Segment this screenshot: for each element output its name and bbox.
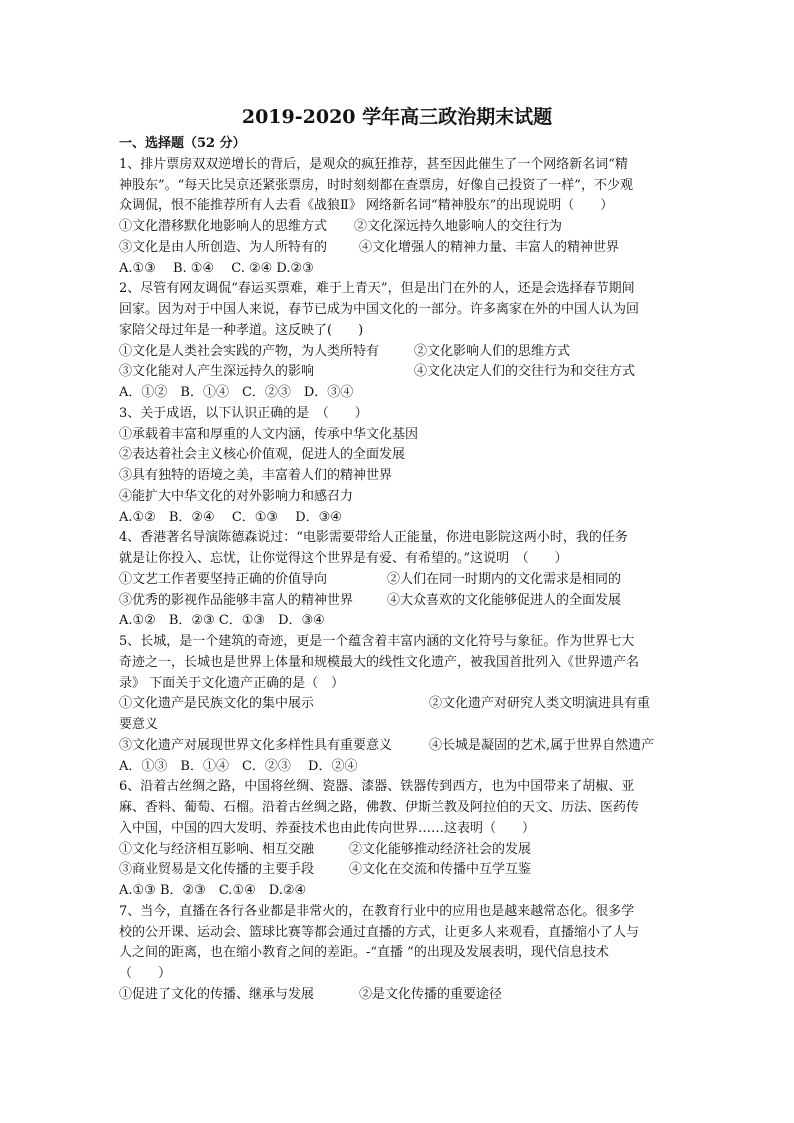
q2-stem-line: 2、尽管有网友调侃“春运买票难，难于上青天”，但是出门在外的人，还是会选择春节期间 (119, 281, 635, 297)
q2-option-4: ④文化决定人们的交往行为和交往方式 (414, 364, 636, 380)
q6-options-row (119, 860, 679, 881)
q2-stem-line: 家陪父母过年是一种孝道。这反映了( ) (119, 322, 364, 338)
q7-options-row (119, 985, 679, 1006)
q3-option-2: ②表达着社会主义核心价值观，促进人的全面发展 (119, 447, 406, 463)
q5-option-4: ④长城是凝固的艺术,属于世界自然遗产 (429, 737, 655, 753)
q7-stem-line: （ ） (119, 966, 172, 981)
q5-option-3: ③文化遗产对展现世界文化多样性具有重要意义 (119, 737, 393, 753)
q1-stem-line: 众调侃，恨不能推荐所有人去看《战狼Ⅱ》 网络新名词“精神股东”的出现说明（ ） (119, 198, 614, 214)
q6-option-1: ①文化与经济相互影响、相互交融 (119, 841, 315, 857)
q7-stem-line: 人之间的距离，也在缩小教育之间的差距。-“直播 ”的出现及发展表明，现代信息技术 (119, 945, 609, 961)
q3-option-3: ③具有独特的语境之美，丰富着人们的精神世界 (119, 468, 393, 483)
q2-options-row (119, 342, 679, 363)
q2-option-3: ③文化能对人产生深远持久的影响 (119, 364, 315, 380)
q1-option-4: ④文化增强人的精神力量、丰富人的精神世界 (359, 239, 620, 255)
q6-option-2: ②文化能够推动经济社会的发展 (349, 841, 532, 857)
q6-options-row (119, 840, 679, 861)
q5-stem-line: 奇迹之一，长城也是世界上体量和规模最大的线性文化遗产，被我国首批列入《世界遗产名 (119, 654, 640, 670)
q1-stem-line: 神股东”。“每天比吴京还紧张票房，时时刻刻都在查票房，好像自己投资了一样”，不少观 (119, 177, 633, 193)
q1-option-3: ③文化是由人所创造、为人所特有的 (119, 239, 328, 255)
q2-options-row (119, 362, 679, 383)
q5-options-row (119, 736, 679, 757)
q5-option-2: ②文化遗产对研究人类文明演进具有重 (429, 696, 651, 712)
q4-stem-line: 就是让你投入、忘忧，让你觉得这个世界是有爱、有希望的。”这说明 （ ） (119, 551, 568, 566)
exam-content (119, 134, 679, 1006)
q5-option-2-continued: 要意义 (119, 717, 159, 732)
q5-options-row (119, 694, 679, 715)
q7-stem-line: 7、当今，直播在各行各业都是非常火的，在教育行业中的应用也是越来越常态化。很多学 (119, 903, 635, 919)
q7-option-2: ②是文化传播的重要途径 (359, 986, 503, 1002)
q3-stem-line: 3、关于成语，以下认识正确的是 （ ） (119, 405, 368, 421)
q1-options-row (119, 238, 679, 259)
q1-answers: A.①③ B. ①④ C. ②④ D.②③ (119, 260, 314, 276)
q1-option-1: ①文化潜移默化地影响人的思维方式 (119, 219, 328, 234)
q6-answers: A.①③ B．②③ C.①④ D.②④ (119, 883, 307, 898)
q6-option-3: ③商业贸易是文化传播的主要手段 (119, 862, 315, 878)
q7-option-1: ①促进了文化的传播、继承与发展 (119, 986, 315, 1002)
q6-option-4: ④文化在交流和传播中互学互鉴 (349, 862, 532, 878)
q6-stem-line: 入中国，中国的四大发明、养蚕技术也由此传向世界……这表明（ ） (119, 820, 536, 836)
q2-answers: A．①② B．①④ C．②③ D．③④ (119, 385, 354, 400)
q4-options-row (119, 591, 679, 612)
q3-option-4: ④能扩大中华文化的对外影响力和感召力 (119, 488, 354, 504)
q5-option-1: ①文化遗产是民族文化的集中展示 (119, 696, 315, 712)
q5-stem-line: 录》 下面关于文化遗产正确的是（ ） (119, 675, 345, 691)
page-title: 2019-2020 学年高三政治期末试题 (241, 106, 553, 128)
q4-stem-line: 4、香港著名导演陈德森说过：“电影需要带给人正能量，你进电影院这两小时，我的任务 (119, 530, 628, 546)
q1-stem-line: 1、排片票房双双逆增长的背后，是观众的疯狂推荐，甚至因此催生了一个网络新名词“精 (119, 156, 628, 172)
q6-stem-line: 6、沿着古丝绸之路，中国将丝绸、瓷器、漆器、铁器传到西方，也为中国带来了胡椒、亚 (119, 779, 635, 795)
q4-option-2: ②人们在同一时期内的文化需求是相同的 (387, 571, 622, 587)
q2-option-2: ②文化影响人们的思维方式 (414, 343, 571, 359)
q2-option-1: ①文化是人类社会实践的产物，为人类所特有 (119, 343, 380, 359)
q5-answers: A．①③ B．①④ C．②③ D．②④ (119, 758, 358, 774)
q4-answers: A.①② B．②③ C．①③ D．③④ (119, 613, 325, 629)
q4-option-3: ③优秀的影视作品能够丰富人的精神世界 (119, 592, 354, 608)
q1-option-2: ②文化深远持久地影响人的交往行为 (354, 219, 563, 234)
q4-option-4: ④大众喜欢的文化能够促进人的全面发展 (387, 592, 622, 608)
q2-stem-line: 回家。因为对于中国人来说，春节已成为中国文化的一部分。许多离家在外的中国人认为回 (119, 302, 640, 317)
q7-stem-line: 校的公开课、运动会、篮球比赛等都会通过直播的方式，让更多人来观看，直播缩小了人与 (119, 924, 640, 940)
q6-stem-line: 麻、香料、葡萄、石榴。沿着古丝绸之路，佛教、伊斯兰教及阿拉伯的天文、历法、医药传 (119, 800, 640, 815)
q4-options-row (119, 570, 679, 591)
section-heading: 一、选择题（52 分） (119, 136, 246, 151)
q3-option-1: ①承载着丰富和厚重的人文内涵，传承中华文化基因 (119, 426, 419, 442)
q3-answers: A.①② B．②④ C．①③ D．③④ (119, 509, 342, 525)
q4-option-1: ①文艺工作者要坚持正确的价值导向 (119, 571, 328, 587)
q1-options-row (119, 217, 679, 238)
q5-stem-line: 5、长城，是一个建筑的奇迹，更是一个蕴含着丰富内涵的文化符号与象征。作为世界七大 (119, 634, 635, 649)
